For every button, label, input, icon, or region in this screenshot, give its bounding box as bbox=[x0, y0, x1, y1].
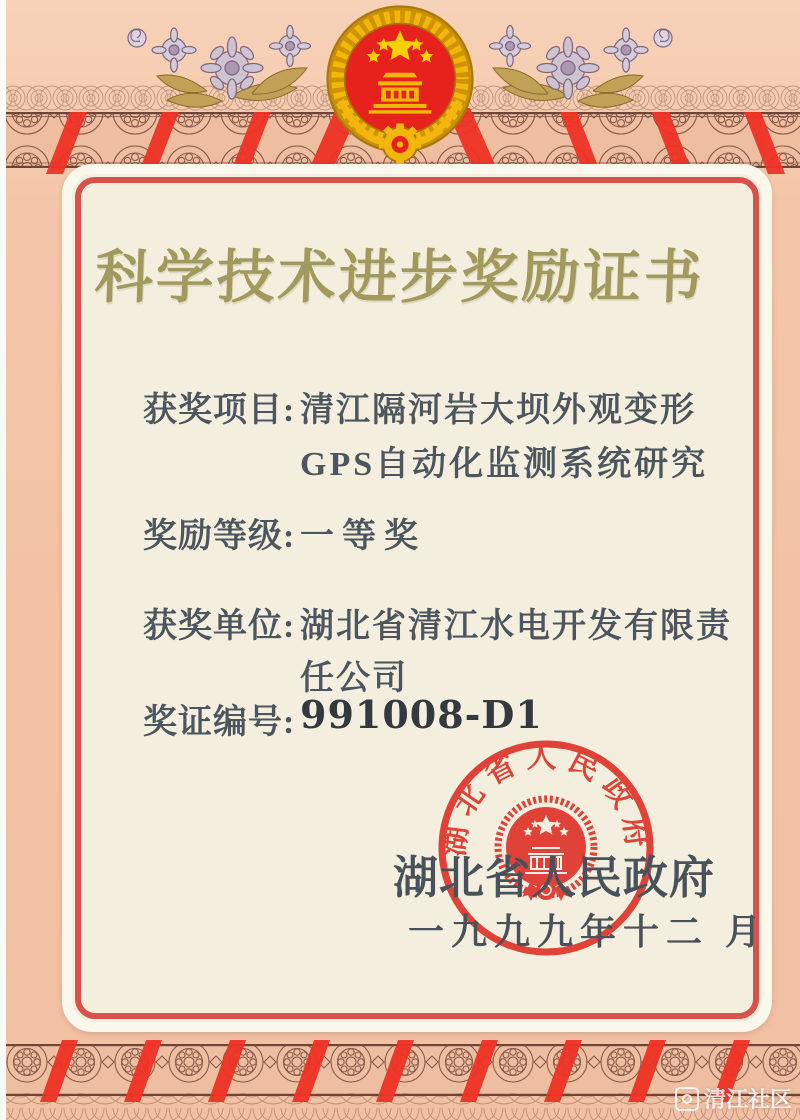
floral-ornament-left bbox=[112, 16, 342, 120]
scan-edge bbox=[0, 0, 6, 1120]
field-label-awarded-unit: 获奖单位: bbox=[143, 608, 296, 645]
field-value-awarded-unit-line1: 湖北省清江水电开发有限责 bbox=[300, 608, 732, 645]
field-label-award-grade: 奖励等级: bbox=[143, 518, 296, 555]
field-label-certificate-number: 奖证编号: bbox=[143, 704, 296, 741]
field-value-project-line2: GPS自动化监测系统研究 bbox=[300, 446, 709, 483]
gear-icon bbox=[379, 123, 421, 165]
issuer-name: 湖北省人民政府 bbox=[393, 853, 716, 903]
field-value-certificate-number: 991008-D1 bbox=[300, 692, 543, 737]
floral-ornament-right bbox=[458, 16, 688, 120]
issue-date: 一九九九年十二 月 bbox=[408, 912, 769, 952]
watermark-logo bbox=[675, 1087, 699, 1111]
field-value-award-grade: 一等奖 bbox=[300, 518, 426, 555]
national-emblem-icon bbox=[322, 4, 478, 168]
field-value-awarded-unit-line2: 任公司 bbox=[300, 660, 408, 697]
seal-text: 湖北省人民政府 bbox=[437, 740, 655, 859]
field-value-project-line1: 清江隔河岩大坝外观变形 bbox=[300, 392, 696, 429]
field-label-project: 获奖项目: bbox=[143, 392, 296, 429]
certificate-title: 科学技术进步奖励证书 bbox=[93, 245, 706, 310]
watermark bbox=[675, 1083, 792, 1114]
watermark-text: 清江社区 bbox=[703, 1087, 792, 1112]
